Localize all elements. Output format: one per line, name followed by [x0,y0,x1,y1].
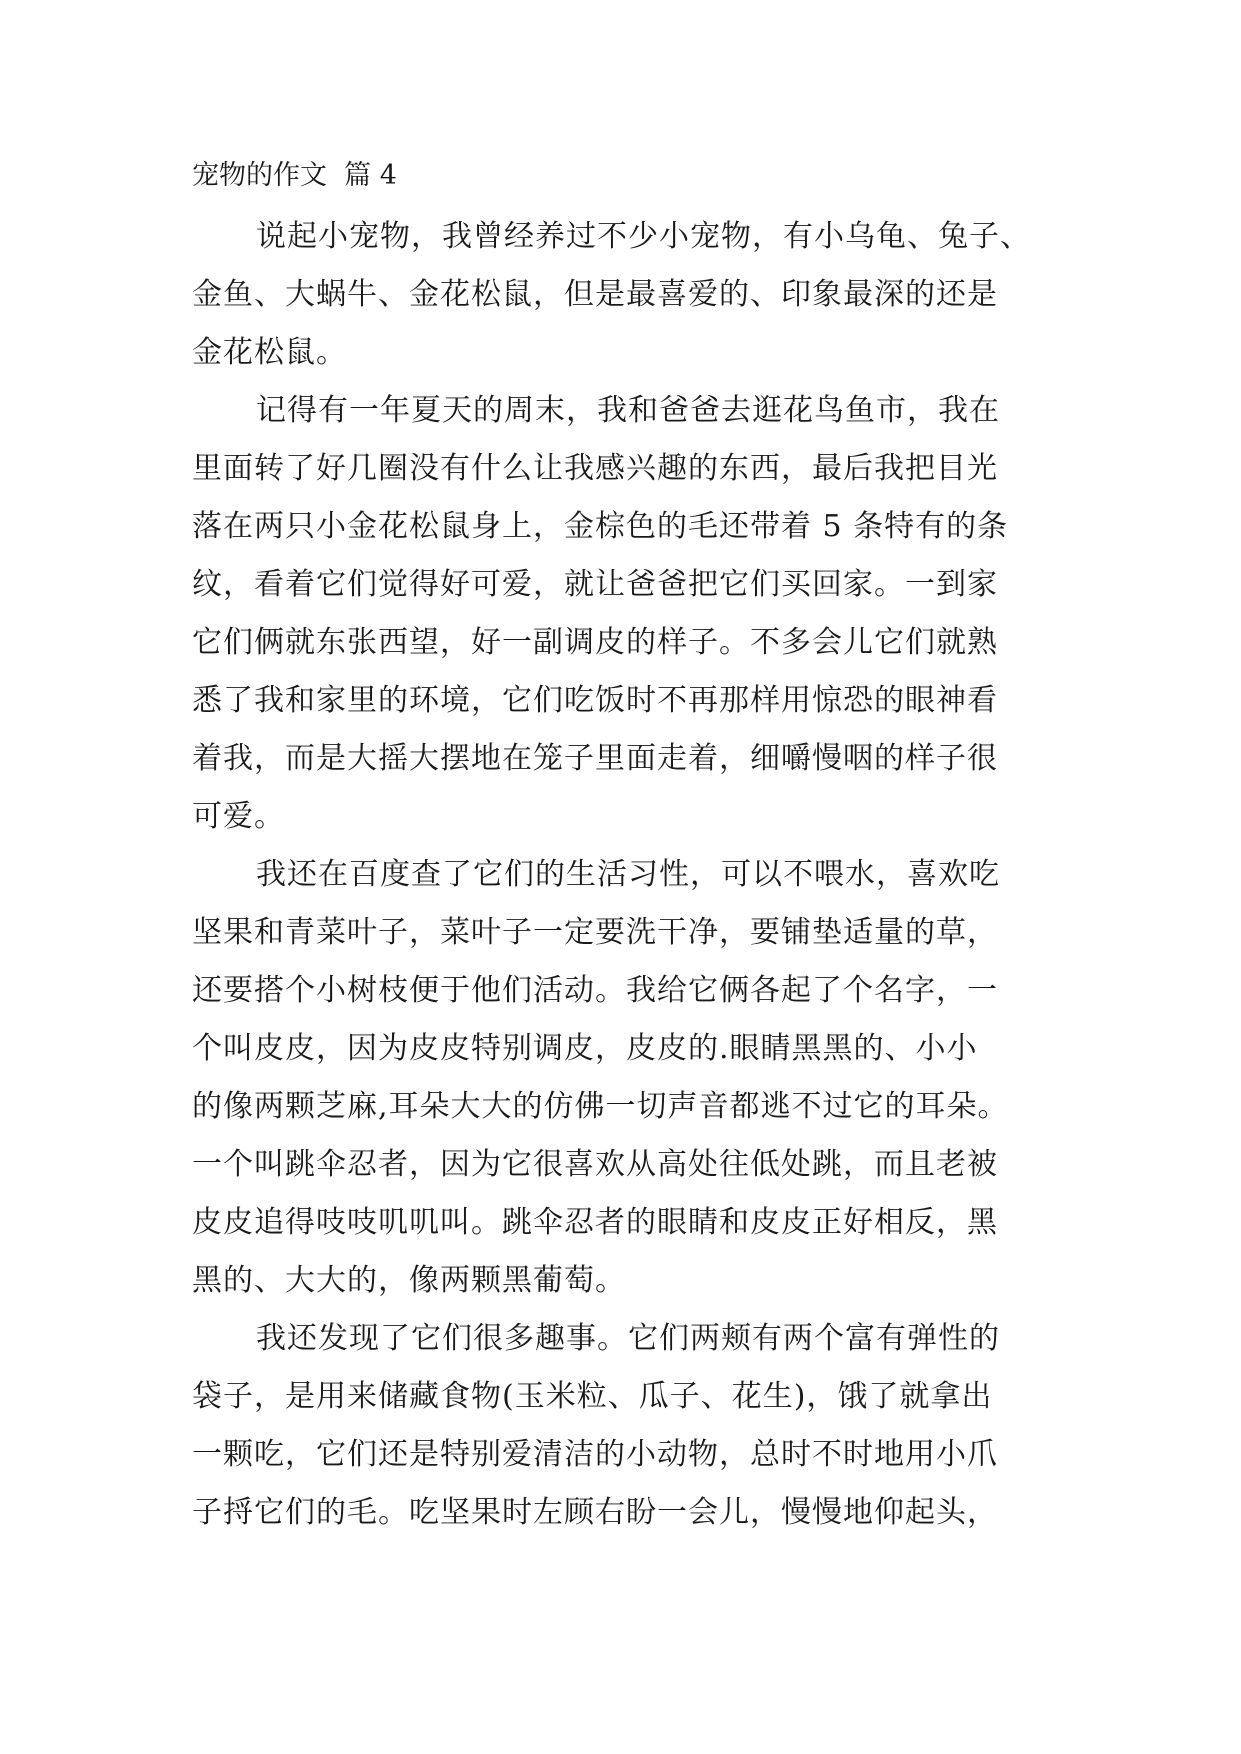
text-line: 它们俩就东张西望，好一副调皮的样子。不多会儿它们就熟 [192,625,998,660]
text-line: 说起小宠物，我曾经养过不少小宠物，有小乌龟、兔子、 [256,219,1031,254]
text-line: 我还在百度查了它们的生活习性，可以不喂水，喜欢吃 [256,857,1000,892]
text-line: 子捋它们的毛。吃坚果时左顾右盼一会儿，慢慢地仰起头， [192,1495,998,1530]
text-line: 悉了我和家里的环境，它们吃饭时不再那样用惊恐的眼神看 [192,683,998,718]
paragraph-4 [192,1310,1064,1542]
text-line: 的像两颗芝麻,耳朵大大的仿佛一切声音都逃不过它的耳朵。 [192,1089,1009,1124]
text-line: 里面转了好几圈没有什么让我感兴趣的东西，最后我把目光 [192,451,998,486]
text-line: 着我，而是大摇大摆地在笼子里面走着，细嚼慢咽的样子很 [192,741,998,776]
text-line: 可爱。 [192,799,285,834]
text-line: 还要搭个小树枝便于他们活动。我给它俩各起了个名字，一 [192,973,998,1008]
text-line: 一个叫跳伞忍者，因为它很喜欢从高处往低处跳，而且老被 [192,1147,998,1182]
paragraph-3 [192,846,1064,1310]
text-line: 落在两只小金花松鼠身上，金棕色的毛还带着 5 条特有的条 [192,509,1009,544]
text-line: 金花松鼠。 [192,335,347,370]
text-line: 纹，看着它们觉得好可爱，就让爸爸把它们买回家。一到家 [192,567,998,602]
paragraph-1 [192,208,1064,382]
text-line: 金鱼、大蜗牛、金花松鼠，但是最喜爱的、印象最深的还是 [192,277,998,312]
text-line: 皮皮追得吱吱叽叽叫。跳伞忍者的眼睛和皮皮正好相反，黑 [192,1205,998,1240]
document-page [192,158,1064,1542]
text-line: 记得有一年夏天的周末，我和爸爸去逛花鸟鱼市，我在 [256,393,1000,428]
document-title: 宠物的作文 篇 4 [192,160,397,191]
paragraph-2 [192,382,1064,846]
text-line: 坚果和青菜叶子，菜叶子一定要洗干净，要铺垫适量的草， [192,915,998,950]
text-line: 袋子，是用来储藏食物(玉米粒、瓜子、花生)，饿了就拿出 [192,1379,993,1414]
text-line: 一颗吃，它们还是特别爱清洁的小动物，总时不时地用小爪 [192,1437,998,1472]
text-line: 我还发现了它们很多趣事。它们两颊有两个富有弹性的 [256,1321,1000,1356]
text-line: 个叫皮皮，因为皮皮特别调皮，皮皮的.眼睛黑黑的、小小 [192,1031,978,1066]
text-line: 黑的、大大的，像两颗黑葡萄。 [192,1263,626,1298]
